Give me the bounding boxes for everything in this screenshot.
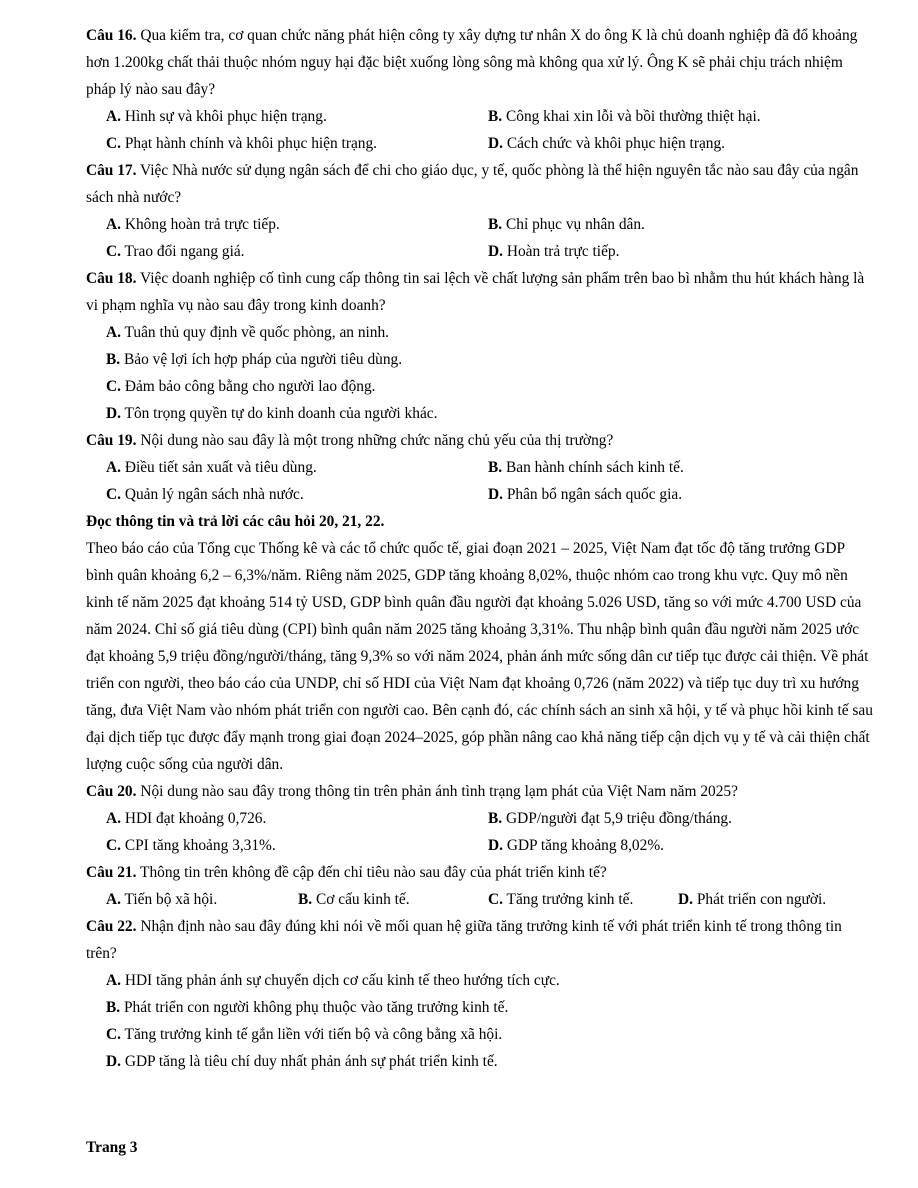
question-18-options	[86, 319, 874, 427]
option-text: Trao đổi ngang giá.	[124, 243, 245, 260]
option-c	[106, 238, 488, 265]
question-21-options	[86, 886, 874, 913]
question-19-options	[86, 454, 874, 508]
option-text: Phát triển con người.	[696, 891, 827, 908]
option-a	[106, 211, 488, 238]
option-a	[106, 967, 874, 994]
option-text: Công khai xin lỗi và bồi thường thiệt hại.	[505, 108, 761, 125]
option-letter: D.	[488, 135, 503, 152]
option-d	[488, 481, 874, 508]
option-b	[488, 103, 874, 130]
option-letter: C.	[488, 891, 503, 908]
option-text: Không hoàn trả trực tiếp.	[124, 216, 280, 233]
question-17-options	[86, 211, 874, 265]
question-20-options	[86, 805, 874, 859]
option-text: Điều tiết sản xuất và tiêu dùng.	[124, 459, 317, 476]
option-letter: B.	[488, 108, 503, 125]
option-text: Phát triển con người không phụ thuộc vào tăng trưởng kinh tế.	[123, 999, 509, 1016]
option-text: Đảm bảo công bằng cho người lao động.	[124, 378, 376, 395]
option-text: Hình sự và khôi phục hiện trạng.	[124, 108, 327, 125]
option-d	[106, 400, 874, 427]
question-stem: Nội dung nào sau đây trong thông tin trên phản ánh tình trạng lạm phát của Việt Nam năm 2025?	[140, 783, 738, 800]
option-letter: C.	[106, 378, 121, 395]
option-a	[106, 319, 874, 346]
question-22	[86, 913, 874, 967]
option-letter: B.	[106, 351, 121, 368]
page-number: Trang 3	[86, 1139, 138, 1156]
option-text: Tiến bộ xã hội.	[124, 891, 218, 908]
question-17	[86, 157, 874, 211]
question-number: Câu 22.	[86, 918, 137, 935]
reading-heading: Đọc thông tin và trả lời các câu hỏi 20, 21, 22.	[86, 513, 385, 530]
option-c	[106, 373, 874, 400]
option-letter: A.	[106, 459, 121, 476]
question-number: Câu 19.	[86, 432, 137, 449]
option-d	[488, 238, 874, 265]
option-letter: C.	[106, 837, 121, 854]
question-number: Câu 16.	[86, 27, 137, 44]
option-b	[298, 886, 488, 913]
question-stem: Việc Nhà nước sử dụng ngân sách để chi cho giáo dục, y tế, quốc phòng là thể hiện nguyên tắc nào sau đây của ngân sách nhà nước?	[86, 162, 859, 206]
option-text: Tuân thủ quy định về quốc phòng, an ninh.	[124, 324, 390, 341]
option-letter: A.	[106, 891, 121, 908]
option-c	[106, 832, 488, 859]
option-text: Quản lý ngân sách nhà nước.	[124, 486, 304, 503]
option-text: Tôn trọng quyền tự do kinh doanh của người khác.	[124, 405, 438, 422]
option-d	[488, 832, 874, 859]
option-b	[488, 805, 874, 832]
question-stem: Qua kiểm tra, cơ quan chức năng phát hiện công ty xây dựng tư nhân X do ông K là chủ doanh nghiệp đã đổ khoảng hơn 1.200kg chất thải thuộc nhóm nguy hại đặc biệt xuống lòng sông mà không qua xử lý. Ông K sẽ phải chịu trách nhiệm pháp lý nào sau đây?	[86, 27, 858, 98]
option-letter: A.	[106, 216, 121, 233]
option-d	[678, 886, 826, 913]
option-letter: C.	[106, 243, 121, 260]
option-a	[106, 454, 488, 481]
option-text: HDI đạt khoảng 0,726.	[124, 810, 267, 827]
option-c	[106, 481, 488, 508]
option-b	[488, 454, 874, 481]
option-letter: D.	[488, 486, 503, 503]
option-b	[106, 346, 874, 373]
option-b	[106, 994, 874, 1021]
question-number: Câu 17.	[86, 162, 137, 179]
question-stem: Nhận định nào sau đây đúng khi nói về mối quan hệ giữa tăng trưởng kinh tế với phát triển kinh tế trong thông tin trên?	[86, 918, 842, 962]
option-letter: D.	[488, 837, 503, 854]
option-letter: B.	[298, 891, 313, 908]
option-a	[106, 886, 298, 913]
option-c	[488, 886, 678, 913]
option-text: Bảo vệ lợi ích hợp pháp của người tiêu dùng.	[123, 351, 403, 368]
option-c	[106, 130, 488, 157]
option-letter: A.	[106, 108, 121, 125]
option-letter: B.	[488, 810, 503, 827]
option-text: Ban hành chính sách kinh tế.	[505, 459, 684, 476]
option-text: Hoàn trả trực tiếp.	[506, 243, 620, 260]
question-stem: Nội dung nào sau đây là một trong những chức năng chủ yếu của thị trường?	[140, 432, 614, 449]
option-b	[488, 211, 874, 238]
option-letter: A.	[106, 810, 121, 827]
option-text: GDP/người đạt 5,9 triệu đồng/tháng.	[505, 810, 732, 827]
option-letter: D.	[106, 405, 121, 422]
option-text: Phân bổ ngân sách quốc gia.	[506, 486, 683, 503]
option-letter: C.	[106, 486, 121, 503]
option-text: GDP tăng là tiêu chí duy nhất phản ánh sự phát triển kinh tế.	[124, 1053, 498, 1070]
reading-passage: Theo báo cáo của Tổng cục Thống kê và các tổ chức quốc tế, giai đoạn 2021 – 2025, Việt Nam đạt tốc độ tăng trưởng GDP bình quân khoảng 6,2 – 6,3%/năm. Riêng năm 2025, GDP tăng khoảng 8,02%, thuộc nhóm cao trong khu vực. Quy mô nền kinh tế năm 2025 đạt khoảng 514 tỷ USD, GDP bình quân đầu người đạt khoảng 5.026 USD, tăng so với mức 4.700 USD của năm 2024. Chỉ số giá tiêu dùng (CPI) bình quân năm 2025 tăng khoảng 3,31%. Thu nhập bình quân đầu người năm 2025 ước đạt khoảng 5,9 triệu đồng/người/tháng, tăng 9,3% so với năm 2024, phản ánh mức sống dân cư tiếp tục được cải thiện. Về phát triển con người, theo báo cáo của UNDP, chỉ số HDI của Việt Nam đạt khoảng 0,726 (năm 2022) và tiếp tục duy trì xu hướng tăng, đưa Việt Nam vào nhóm phát triển con người cao. Bên cạnh đó, các chính sách an sinh xã hội, y tế và phục hồi kinh tế sau đại dịch tiếp tục được đẩy mạnh trong giai đoạn 2024–2025, góp phần nâng cao khả năng tiếp cận dịch vụ y tế và cải thiện chất lượng cuộc sống của người dân.	[86, 540, 873, 773]
option-text: GDP tăng khoảng 8,02%.	[506, 837, 664, 854]
option-text: Cách chức và khôi phục hiện trạng.	[506, 135, 726, 152]
option-letter: D.	[106, 1053, 121, 1070]
option-d	[488, 130, 874, 157]
question-stem: Việc doanh nghiệp cố tình cung cấp thông tin sai lệch về chất lượng sản phẩm trên bao bì nhằm thu hút khách hàng là vi phạm nghĩa vụ nào sau đây trong kinh doanh?	[86, 270, 865, 314]
question-stem: Thông tin trên không đề cập đến chỉ tiêu nào sau đây của phát triển kinh tế?	[140, 864, 607, 881]
question-18	[86, 265, 874, 319]
option-c	[106, 1021, 874, 1048]
option-letter: D.	[488, 243, 503, 260]
option-d	[106, 1048, 874, 1075]
option-text: Chỉ phục vụ nhân dân.	[505, 216, 645, 233]
option-text: Cơ cấu kinh tế.	[315, 891, 410, 908]
option-a	[106, 805, 488, 832]
option-letter: A.	[106, 972, 121, 989]
question-20	[86, 778, 874, 805]
option-text: Tăng trưởng kinh tế gắn liền với tiến bộ và công bằng xã hội.	[124, 1026, 503, 1043]
question-21	[86, 859, 874, 886]
question-16-options	[86, 103, 874, 157]
question-number: Câu 21.	[86, 864, 137, 881]
question-22-options	[86, 967, 874, 1075]
question-16	[86, 22, 874, 103]
option-letter: C.	[106, 135, 121, 152]
option-text: CPI tăng khoảng 3,31%.	[124, 837, 276, 854]
question-19	[86, 427, 874, 454]
question-number: Câu 18.	[86, 270, 137, 287]
option-letter: D.	[678, 891, 693, 908]
option-text: Phạt hành chính và khôi phục hiện trạng.	[124, 135, 378, 152]
question-number: Câu 20.	[86, 783, 137, 800]
option-letter: A.	[106, 324, 121, 341]
option-letter: B.	[488, 216, 503, 233]
option-letter: B.	[488, 459, 503, 476]
option-letter: C.	[106, 1026, 121, 1043]
option-text: Tăng trưởng kinh tế.	[506, 891, 634, 908]
option-a	[106, 103, 488, 130]
option-letter: B.	[106, 999, 121, 1016]
option-text: HDI tăng phản ánh sự chuyển dịch cơ cấu kinh tế theo hướng tích cực.	[124, 972, 560, 989]
